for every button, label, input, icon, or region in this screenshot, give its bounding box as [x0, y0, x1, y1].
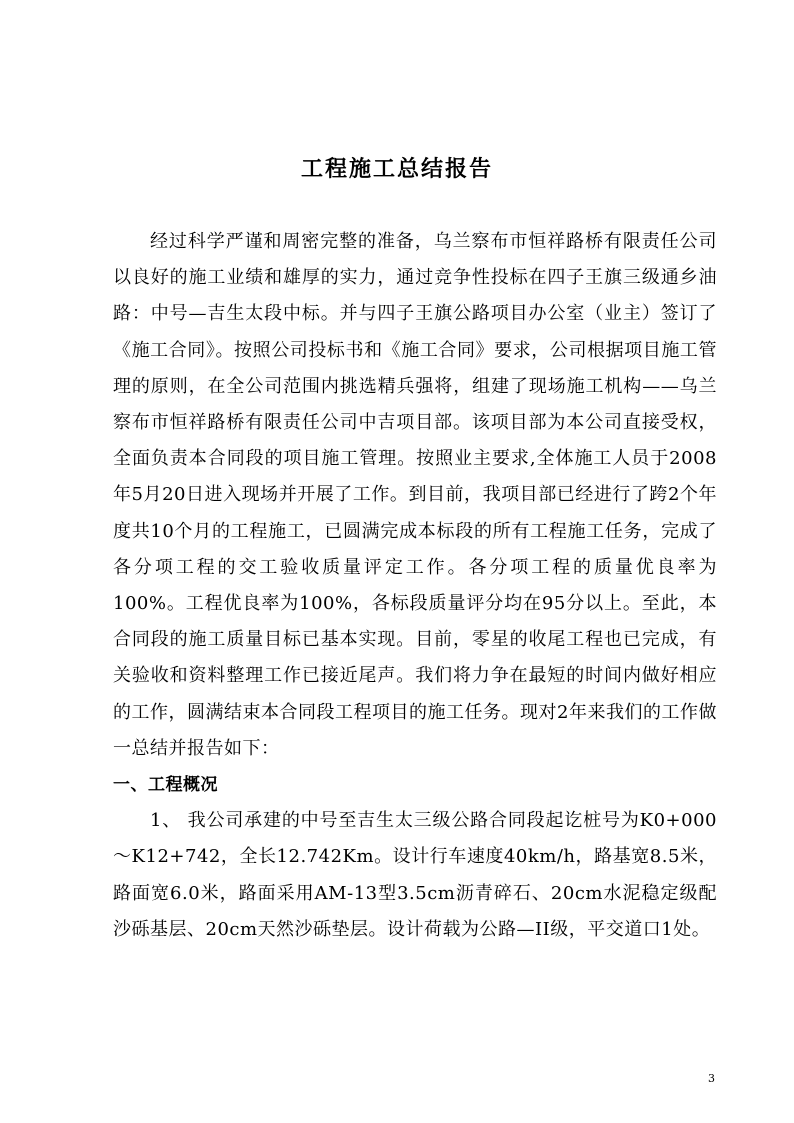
page-number: 3: [708, 1072, 715, 1085]
section-paragraph: 1、 我公司承建的中号至吉生太三级公路合同段起讫桩号为K0+000～K12+742，全长12.742Km。设计行车速度40km/h，路基宽8.5米，路面宽6.0米，路面采用AM-13型3.5cm沥青碎石、20cm水泥稳定级配沙砾基层、20cm天然沙砾垫层。设计荷载为公路—II级，平交道口1处。: [113, 810, 717, 940]
page-title: 工程施工总结报告: [300, 156, 493, 182]
intro-paragraph: 经过科学严谨和周密完整的准备，乌兰察布市恒祥路桥有限责任公司以良好的施工业绩和雄厚的实力，通过竞争性投标在四子王旗三级通乡油路：中号—吉生太段中标。并与四子王旗公路项目办公室（业主）签订了《施工合同》。按照公司投标书和《施工合同》要求，公司根据项目施工管理的原则，在全公司范围内挑选精兵强将，组建了现场施工机构——乌兰察布市恒祥路桥有限责任公司中吉项目部。该项目部为本公司直接受权，全面负责本合同段的项目施工管理。按照业主要求,全体施工人员于2008年5月20日进入现场并开展了工作。到目前，我项目部已经进行了跨2个年度共10个月的工程施工，已圆满完成本标段的所有工程施工任务，完成了各分项工程的交工验收质量评定工作。各分项工程的质量优良率为100%。工程优良率为100%，各标段质量评分均在95分以上。至此，本合同段的施工质量目标已基本实现。目前，零星的收尾工程也已完成，有关验收和资料整理工作已接近尾声。我们将力争在最短的时间内做好相应的工作，圆满结束本合同段工程项目的施工任务。现对2年来我们的工作做一总结并报告如下：: [113, 231, 717, 759]
document-body: [113, 224, 717, 948]
section-heading: 一、工程概况: [113, 775, 218, 796]
